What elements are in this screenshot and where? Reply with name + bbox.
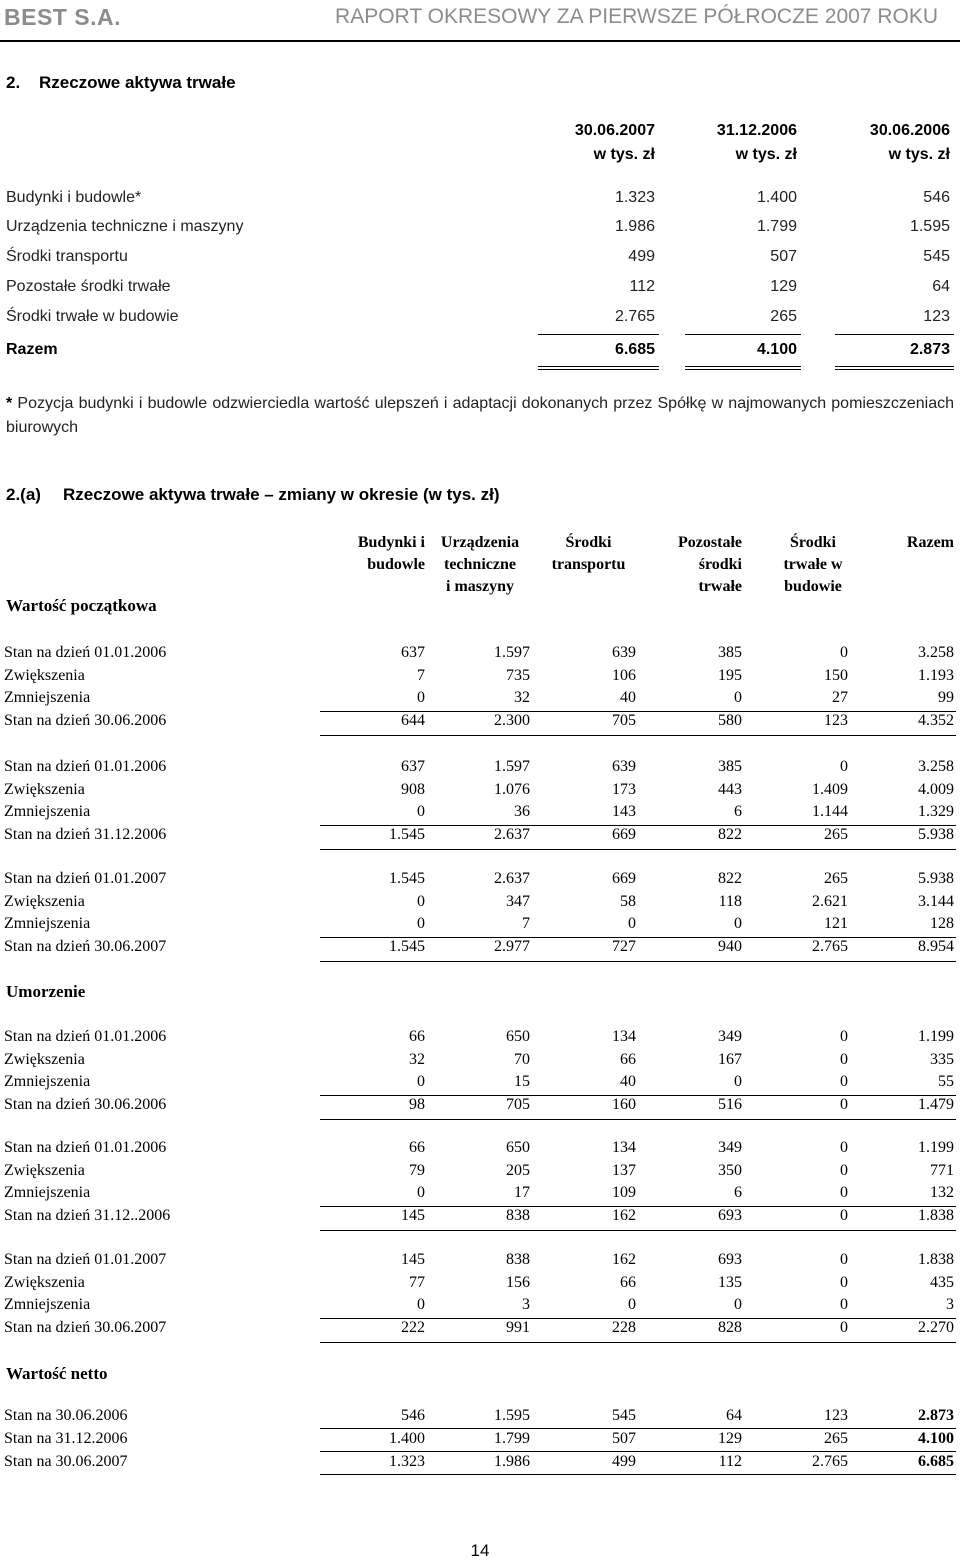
t1-total-row — [6, 341, 954, 365]
t2-cell: 580 — [718, 711, 742, 729]
t2-cell: 1.799 — [494, 1430, 530, 1447]
t2-row — [4, 893, 956, 915]
t2-cell: 64 — [726, 1407, 742, 1424]
t2-cell: 1.193 — [918, 666, 954, 684]
t2-cell: 167 — [718, 1050, 742, 1068]
t2-row-label: Zwiększenia — [4, 1273, 85, 1291]
t2-cell: 0 — [840, 1028, 848, 1045]
t2-cell: 128 — [930, 915, 954, 932]
t2-row — [4, 1251, 956, 1273]
t2-balance-row — [4, 1096, 956, 1118]
t2-cell: 4.352 — [918, 711, 954, 729]
t2-row-rule — [320, 849, 956, 850]
section-2-number: 2.(a) — [6, 485, 41, 504]
t2-row-label: Stan na dzień 01.01.2007 — [4, 870, 167, 887]
t2-cell: 0 — [840, 1318, 848, 1336]
t2-row — [4, 915, 956, 937]
t1-subtotal-rule — [685, 334, 801, 335]
t2-col-header: budowle — [367, 556, 425, 573]
t2-cell: 5.938 — [918, 825, 954, 843]
header-divider — [0, 40, 960, 42]
t1-cell: 64 — [932, 278, 950, 295]
t1-cell: 545 — [923, 248, 950, 265]
t2-cell: 205 — [506, 1161, 530, 1179]
t1-col-date: 30.06.2007 — [574, 122, 655, 139]
t1-row — [6, 308, 954, 332]
t2-cell: 7 — [417, 666, 425, 684]
footnote — [6, 392, 954, 440]
t2-row-label: Stan na dzień 31.12..2006 — [4, 1206, 171, 1224]
t2-row — [4, 1073, 956, 1095]
t2-cell: 0 — [734, 1296, 742, 1313]
t2-cell: 545 — [612, 1407, 636, 1424]
t2-cell: 66 — [620, 1273, 636, 1291]
t2-cell: 118 — [718, 892, 742, 910]
t2-cell: 5.938 — [918, 870, 954, 887]
t2-cell: 137 — [612, 1161, 636, 1179]
t2-col-header: transportu — [551, 556, 626, 573]
t1-total-double-rule — [685, 366, 801, 370]
t2-cell: 0 — [417, 1296, 425, 1313]
t2-row — [4, 1274, 956, 1296]
t2-cell: 195 — [718, 666, 742, 684]
t2-cell: 222 — [401, 1318, 425, 1336]
t2-cell: 1.545 — [389, 825, 425, 843]
t2-col-header: trwałe — [698, 578, 742, 595]
t2-cell: 908 — [401, 780, 425, 798]
t2-cell: 70 — [514, 1050, 530, 1068]
t2-cell: 0 — [840, 1184, 848, 1201]
t2-cell: 0 — [840, 1095, 848, 1113]
t2-cell: 1.597 — [494, 644, 530, 661]
t2-cell: 650 — [506, 1139, 530, 1156]
t2-cell: 98 — [409, 1095, 425, 1113]
t2-col-header: środki — [698, 556, 742, 573]
t1-cell: 112 — [629, 278, 655, 295]
t2-cell: 77 — [409, 1273, 425, 1291]
t2-cell: 123 — [824, 711, 848, 729]
t2-cell: 66 — [409, 1028, 425, 1045]
t2-row-label: Zwiększenia — [4, 780, 85, 798]
t2-cell: 66 — [620, 1050, 636, 1068]
t2-row-rule — [320, 1342, 956, 1343]
t2-cell: 58 — [620, 892, 636, 910]
t2-cell: 6 — [734, 803, 742, 820]
footnote-text: Pozycja budynki i budowle odzwierciedla wartość ulepszeń i adaptacji dokonanych przez Spółkę w najmowanych pomieszczeniach biurowych — [6, 395, 954, 436]
t2-cell: 0 — [840, 1161, 848, 1179]
t2-cell: 40 — [620, 1073, 636, 1090]
t2-cell: 0 — [628, 1296, 636, 1313]
t2-cell: 150 — [824, 666, 848, 684]
t1-col-unit: w tys. zł — [593, 146, 655, 163]
t2-cell: 347 — [506, 892, 530, 910]
t2-cell: 0 — [840, 1206, 848, 1224]
t2-cell: 265 — [824, 870, 848, 887]
t1-row — [6, 189, 954, 213]
t2-col-header: budowie — [784, 578, 842, 595]
t1-total-double-rule — [835, 366, 954, 370]
t2-row — [4, 1407, 956, 1429]
t2-balance-row — [4, 1207, 956, 1229]
t2-row-rule — [320, 1428, 956, 1429]
t2-cell: 639 — [612, 758, 636, 775]
t2-row — [4, 1296, 956, 1318]
t2-cell: 693 — [718, 1251, 742, 1268]
t2-row-label: Stan na dzień 30.06.2007 — [4, 937, 167, 955]
t2-cell: 385 — [718, 644, 742, 661]
section-2-title-text: Rzeczowe aktywa trwałe – zmiany w okresie (w tys. zł) — [63, 485, 500, 504]
t2-cell: 735 — [506, 666, 530, 684]
t2-cell: 162 — [612, 1251, 636, 1268]
t1-row-label: Środki trwałe w budowie — [6, 308, 179, 325]
t2-cell: 0 — [417, 689, 425, 706]
t2-cell: 112 — [718, 1453, 742, 1470]
t1-row — [6, 218, 954, 242]
t1-cell: 2.765 — [614, 308, 655, 325]
t2-cell: 2.300 — [494, 711, 530, 729]
t2-cell: 7 — [522, 915, 530, 932]
t2-row-label: Zwiększenia — [4, 892, 85, 910]
t2-row — [4, 870, 956, 892]
t2-cell: 145 — [401, 1206, 425, 1224]
t2-row-label: Stan na 30.06.2007 — [4, 1453, 128, 1470]
t2-cell: 228 — [612, 1318, 636, 1336]
t2-row-rule — [320, 1119, 956, 1120]
t2-cell: 17 — [514, 1184, 530, 1201]
t2-cell: 55 — [938, 1073, 954, 1090]
t2-cell: 0 — [417, 915, 425, 932]
t2-cell: 0 — [734, 1073, 742, 1090]
t2-balance-row — [4, 1319, 956, 1341]
t2-cell: 32 — [409, 1050, 425, 1068]
t2-row — [4, 1430, 956, 1452]
t1-col-date: 30.06.2006 — [869, 122, 950, 139]
t2-cell: 838 — [506, 1206, 530, 1224]
t2-row-label: Stan na 30.06.2006 — [4, 1407, 128, 1424]
t2-cell: 36 — [514, 803, 530, 820]
t2-cell: 173 — [612, 780, 636, 798]
t2-row-label: Stan na dzień 01.01.2006 — [4, 644, 167, 661]
t2-row-label: Stan na dzień 31.12.2006 — [4, 825, 167, 843]
section-1-number: 2. — [6, 73, 21, 92]
t2-cell: 1.595 — [494, 1407, 530, 1424]
t2-row-rule — [320, 1451, 956, 1452]
t2-row-label: Stan na 31.12.2006 — [4, 1430, 128, 1447]
t1-col-date: 31.12.2006 — [716, 122, 797, 139]
t2-cell: 1.838 — [918, 1251, 954, 1268]
t2-col-header: trwałe w — [783, 556, 843, 573]
t2-col-header: Razem — [906, 534, 954, 551]
t2-col-header: Środki — [565, 534, 612, 551]
t2-cell: 637 — [401, 758, 425, 775]
t2-cell: 160 — [612, 1095, 636, 1113]
t2-row — [4, 1184, 956, 1206]
t2-row-rule — [320, 961, 956, 962]
t2-cell: 705 — [612, 711, 636, 729]
t2-cell: 109 — [612, 1184, 636, 1201]
t2-row — [4, 689, 956, 711]
t2-row-rule — [320, 735, 956, 736]
t2-row-label: Stan na dzień 01.01.2006 — [4, 758, 167, 775]
t2-cell: 145 — [401, 1251, 425, 1268]
t2-cell: 265 — [824, 825, 848, 843]
t1-row-label: Pozostałe środki trwałe — [6, 278, 171, 295]
t2-cell: 123 — [824, 1407, 848, 1424]
t2-cell: 8.954 — [918, 937, 954, 955]
t2-row-label: Zmniejszenia — [4, 915, 91, 932]
t2-cell: 2.621 — [812, 892, 848, 910]
t2-cell: 0 — [840, 1050, 848, 1068]
section-1-title — [6, 73, 236, 93]
t2-cell: 1.400 — [389, 1430, 425, 1447]
t2-cell: 3.258 — [918, 758, 954, 775]
t2-cell: 27 — [832, 689, 848, 706]
t2-balance-row — [4, 938, 956, 960]
t2-cell: 0 — [417, 892, 425, 910]
t1-cell: 265 — [770, 308, 797, 325]
t2-cell: 822 — [718, 825, 742, 843]
t2-balance-row — [4, 712, 956, 734]
t2-cell: 0 — [734, 915, 742, 932]
t2-row — [4, 1162, 956, 1184]
t2-cell: 2.977 — [494, 937, 530, 955]
t2-row — [4, 758, 956, 780]
t2-cell: 443 — [718, 780, 742, 798]
t1-cell: 499 — [628, 248, 655, 265]
report-title: RAPORT OKRESOWY ZA PIERWSZE PÓŁROCZE 2007 ROKU — [335, 5, 938, 28]
t2-cell: 1.076 — [494, 780, 530, 798]
t2-cell: 1.144 — [812, 803, 848, 820]
t2-row-label: Stan na dzień 01.01.2006 — [4, 1028, 167, 1045]
t2-balance-row — [4, 826, 956, 848]
t2-cell: 693 — [718, 1206, 742, 1224]
t2-cell: 0 — [417, 1184, 425, 1201]
t2-col-header: techniczne — [444, 556, 516, 573]
t2-row — [4, 781, 956, 803]
t2-cell: 828 — [718, 1318, 742, 1336]
t2-cell: 499 — [612, 1453, 636, 1470]
t2-cell: 1.199 — [918, 1028, 954, 1045]
t2-cell: 2.270 — [918, 1318, 954, 1336]
t2-col-header: Pozostałe — [678, 534, 742, 551]
t2-cell: 1.329 — [918, 803, 954, 820]
t1-total-label: Razem — [6, 341, 58, 358]
t2-cell: 507 — [612, 1430, 636, 1447]
t1-row-label: Środki transportu — [6, 248, 128, 265]
t2-cell: 265 — [824, 1430, 848, 1447]
t2-cell: 3.144 — [918, 892, 954, 910]
t2-row-label: Stan na dzień 01.01.2007 — [4, 1251, 167, 1268]
t2-cell: 4.009 — [918, 780, 954, 798]
t2-cell: 385 — [718, 758, 742, 775]
t2-row-label: Stan na dzień 30.06.2006 — [4, 711, 167, 729]
t2-cell: 121 — [824, 915, 848, 932]
t2-cell: 129 — [718, 1430, 742, 1447]
t2-cell: 1.199 — [918, 1139, 954, 1156]
t2-cell: 162 — [612, 1206, 636, 1224]
t2-cell: 838 — [506, 1251, 530, 1268]
t2-row-label: Zmniejszenia — [4, 1296, 91, 1313]
t1-col-unit: w tys. zł — [888, 146, 950, 163]
t2-row-label: Stan na dzień 30.06.2006 — [4, 1095, 167, 1113]
t2-cell: 3 — [522, 1296, 530, 1313]
t2-cell: 0 — [417, 1073, 425, 1090]
t2-row-label: Zmniejszenia — [4, 1073, 91, 1090]
t2-cell: 705 — [506, 1095, 530, 1113]
t2-cell: 15 — [514, 1073, 530, 1090]
section-2-title — [6, 485, 500, 505]
t2-cell: 516 — [718, 1095, 742, 1113]
t2-row — [4, 644, 956, 666]
t2-row — [4, 1028, 956, 1050]
t2-cell: 349 — [718, 1028, 742, 1045]
t2-col-header: Budynki i — [357, 534, 425, 551]
t1-col-unit: w tys. zł — [735, 146, 797, 163]
t2-row-label: Stan na dzień 30.06.2007 — [4, 1318, 167, 1336]
t2-row — [4, 803, 956, 825]
t2-cell: 6.685 — [918, 1453, 954, 1470]
t2-cell: 99 — [938, 689, 954, 706]
t2-cell: 143 — [612, 803, 636, 820]
t2-cell: 669 — [612, 870, 636, 887]
t2-cell: 0 — [417, 803, 425, 820]
t2-row-label: Stan na dzień 01.01.2006 — [4, 1139, 167, 1156]
t1-subtotal-rule — [835, 334, 954, 335]
t1-cell: 1.799 — [756, 218, 797, 235]
t2-cell: 1.409 — [812, 780, 848, 798]
t2-cell: 2.765 — [812, 1453, 848, 1470]
t2-row-rule — [320, 1230, 956, 1231]
t1-row — [6, 278, 954, 302]
t2-cell: 435 — [930, 1273, 954, 1291]
t2-row-label: Zmniejszenia — [4, 803, 91, 820]
t1-cell: 1.400 — [756, 189, 797, 206]
t2-cell: 0 — [840, 1273, 848, 1291]
t2-cell: 0 — [840, 1296, 848, 1313]
t2-cell: 0 — [840, 644, 848, 661]
t2-cell: 134 — [612, 1028, 636, 1045]
t2-cell: 639 — [612, 644, 636, 661]
t1-row-label: Budynki i budowle* — [6, 189, 142, 206]
t1-cell: 129 — [770, 278, 797, 295]
t2-col-header: Środki — [790, 534, 836, 551]
t2-cell: 0 — [734, 689, 742, 706]
t2-cell: 1.597 — [494, 758, 530, 775]
t1-cell: 1.986 — [614, 218, 655, 235]
t1-total-cell: 6.685 — [614, 341, 655, 358]
t2-cell: 156 — [506, 1273, 530, 1291]
t2-cell: 79 — [409, 1161, 425, 1179]
t2-cell: 1.479 — [918, 1095, 954, 1113]
t2-row-label: Zwiększenia — [4, 1161, 85, 1179]
t2-cell: 6 — [734, 1184, 742, 1201]
t2-cell: 4.100 — [918, 1430, 954, 1447]
t2-cell: 40 — [620, 689, 636, 706]
t2-cell: 991 — [506, 1318, 530, 1336]
t2-row-label: Zmniejszenia — [4, 1184, 91, 1201]
t2-cell: 2.637 — [494, 825, 530, 843]
t2-cell: 32 — [514, 689, 530, 706]
t2-cell: 66 — [409, 1139, 425, 1156]
t2-row-label: Zwiększenia — [4, 1050, 85, 1068]
t2-col-header: i maszyny — [446, 578, 514, 595]
t2-group-title: Wartość początkowa — [6, 596, 157, 615]
t2-cell: 3 — [946, 1296, 954, 1313]
t1-cell: 1.323 — [614, 189, 655, 206]
section-1-title-text: Rzeczowe aktywa trwałe — [39, 73, 236, 92]
t2-cell: 2.765 — [812, 937, 848, 955]
t2-cell: 822 — [718, 870, 742, 887]
t2-row — [4, 667, 956, 689]
t2-cell: 0 — [840, 1251, 848, 1268]
t2-cell: 1.545 — [389, 937, 425, 955]
t2-cell: 0 — [840, 1139, 848, 1156]
t2-cell: 0 — [628, 915, 636, 932]
t2-cell: 727 — [612, 937, 636, 955]
t2-row-label: Zmniejszenia — [4, 689, 91, 706]
t2-cell: 134 — [612, 1139, 636, 1156]
t2-cell: 940 — [718, 937, 742, 955]
t2-row — [4, 1453, 956, 1475]
t2-cell: 1.986 — [494, 1453, 530, 1470]
t2-cell: 644 — [401, 711, 425, 729]
t1-cell: 1.595 — [909, 218, 950, 235]
t1-cell: 123 — [923, 308, 950, 325]
t2-col-header: Urządzenia — [440, 534, 520, 551]
t2-cell: 0 — [840, 1073, 848, 1090]
t2-cell: 106 — [612, 666, 636, 684]
t2-row-rule — [320, 1474, 956, 1475]
t1-total-cell: 4.100 — [756, 341, 797, 358]
t1-subtotal-rule — [538, 334, 659, 335]
t1-row-label: Urządzenia techniczne i maszyny — [6, 218, 244, 235]
t2-group-title: Wartość netto — [6, 1364, 108, 1383]
t1-total-cell: 2.873 — [909, 341, 950, 358]
t2-cell: 1.838 — [918, 1206, 954, 1224]
t1-row — [6, 248, 954, 272]
t2-cell: 3.258 — [918, 644, 954, 661]
footnote-marker: * — [6, 395, 13, 412]
t2-cell: 650 — [506, 1028, 530, 1045]
t2-cell: 132 — [930, 1184, 954, 1201]
t2-row — [4, 1139, 956, 1161]
t2-cell: 135 — [718, 1273, 742, 1291]
t2-cell: 546 — [401, 1407, 425, 1424]
company-name: BEST S.A. — [4, 4, 121, 30]
t2-cell: 1.323 — [389, 1453, 425, 1470]
t2-row-label: Zwiększenia — [4, 666, 85, 684]
t2-cell: 335 — [930, 1050, 954, 1068]
t1-cell: 507 — [770, 248, 797, 265]
t2-cell: 350 — [718, 1161, 742, 1179]
t1-total-double-rule — [538, 366, 659, 370]
t2-cell: 637 — [401, 644, 425, 661]
t2-cell: 771 — [930, 1161, 954, 1179]
t1-cell: 546 — [923, 189, 950, 206]
t2-cell: 2.873 — [918, 1407, 954, 1424]
page-number: 14 — [470, 1541, 490, 1560]
t2-cell: 349 — [718, 1139, 742, 1156]
t2-cell: 0 — [840, 758, 848, 775]
t2-row — [4, 1051, 956, 1073]
t2-cell: 1.545 — [389, 870, 425, 887]
t2-cell: 669 — [612, 825, 636, 843]
t2-cell: 2.637 — [494, 870, 530, 887]
t2-group-title: Umorzenie — [6, 982, 86, 1001]
